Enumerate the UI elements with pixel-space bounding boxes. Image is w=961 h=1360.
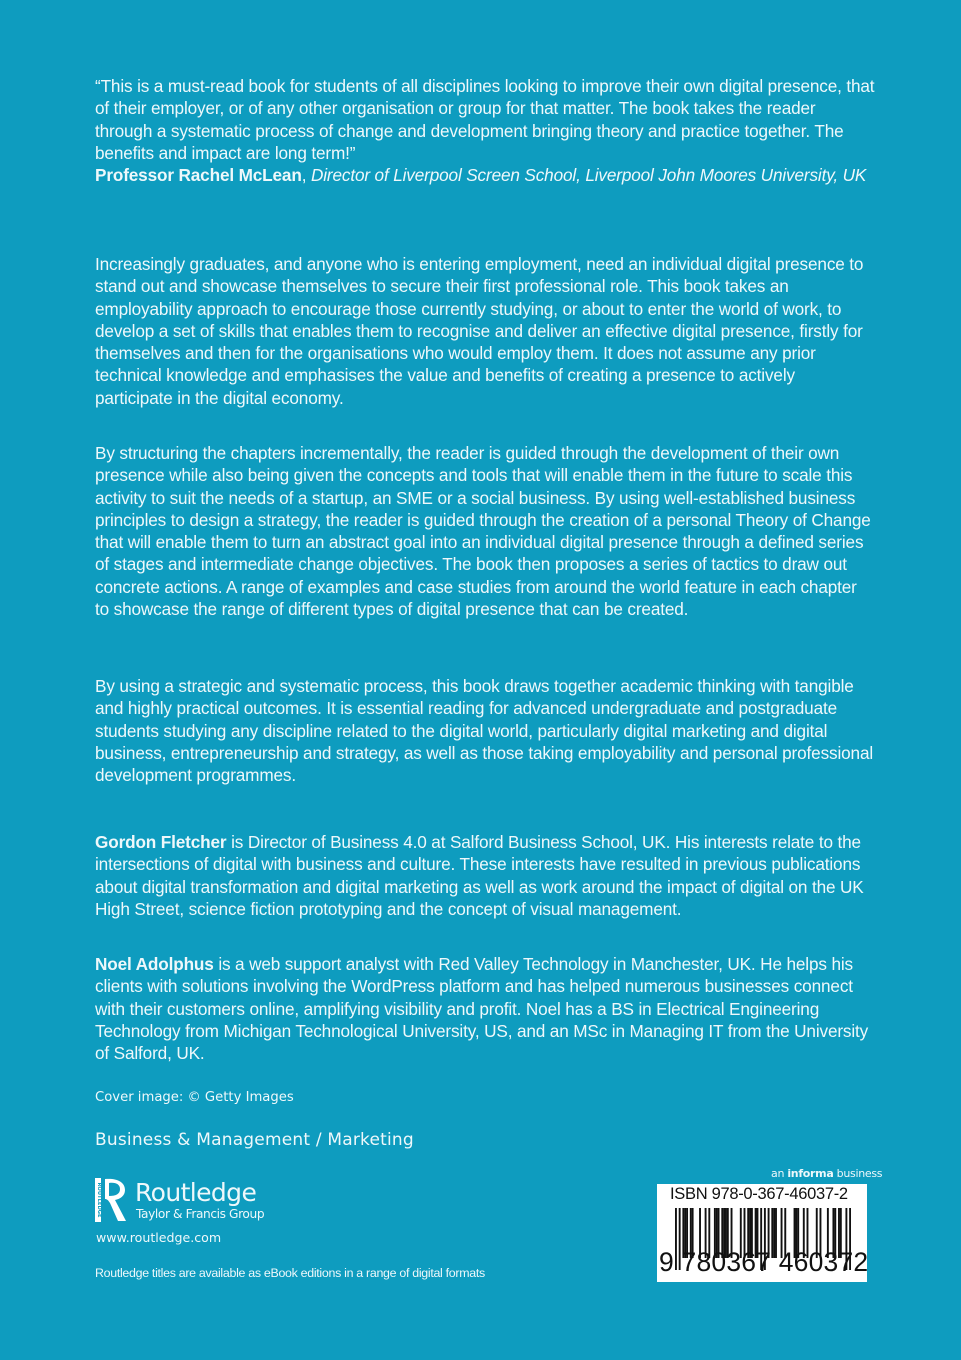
publisher-website[interactable]: www.routledge.com bbox=[96, 1230, 222, 1245]
informa-tagline bbox=[771, 1167, 882, 1180]
ebook-note: Routledge titles are available as eBook editions in a range of digital formats bbox=[95, 1266, 485, 1280]
informa-brand: informa bbox=[787, 1167, 834, 1180]
barcode-digits: 9 780367 460372 bbox=[659, 1247, 869, 1277]
description-text: Increasingly graduates, and anyone who is entering employment, need an individual digital presence to stand out and showcase themselves to secure their first professional role. This book takes an employability approach to encourage those currently studying, or about to enter the world of work, to develop a set of skills that enables them to recognise and deliver an effective digital presence, firstly for themselves and then for the organisations who would employ them. It does not assume any prior technical knowledge and emphasises the value and benefits of creating a presence to actively participate in the digital economy. bbox=[95, 254, 864, 408]
endorsement-affiliation: Director of Liverpool Screen School, Liverpool John Moores University, UK bbox=[310, 165, 867, 186]
description-text: By structuring the chapters incrementally, the reader is guided through the development of their own presence while also being given the concepts and tools that will enable them in the future to scale this activity to suit the needs of a startup, an SME or a social business. By using well-established business principles to design a strategy, the reader is guided through the creation of a personal Theory of Change that will enable them to turn an abstract goal into an individual digital presence through a defined series of stages and intermediate change objectives. The book then proposes a series of tactics to draw out concrete actions. A range of examples and case studies from around the world feature in each chapter to showcase the range of different types of digital presence that can be created. bbox=[95, 443, 871, 620]
endorsement-quote: “This is a must-read book for students of all disciplines looking to improve their own digital presence, that of their employer, or of any other organisation or group for that matter. The book takes the reader through a systematic process of change and development bringing theory and practice together. The benefits and impact are long term!” bbox=[95, 76, 875, 163]
author-bio bbox=[95, 953, 875, 1064]
publisher-name: Routledge bbox=[135, 1178, 257, 1207]
endorsement-author: Professor Rachel McLean bbox=[95, 165, 302, 186]
author-bio bbox=[95, 831, 875, 920]
description-text: By using a strategic and systematic process, this book draws together academic thinking with tangible and highly practical outcomes. It is essential reading for advanced undergraduate and postgraduate students studying any discipline related to the digital world, particularly digital marketing and digital business, entrepreneurship and strategy, as well as those taking employability and personal professional development programmes. bbox=[95, 676, 874, 786]
author-bio-text: is Director of Business 4.0 at Salford Business School, UK. His interests relate to the intersections of digital with business and culture. These interests have resulted in previous publications about digital transformation and digital marketing as well as work around the impact of digital on the UK High Street, science fiction prototyping and the concept of visual management. bbox=[95, 832, 864, 919]
publisher-group: Taylor & Francis Group bbox=[136, 1207, 265, 1221]
cover-credit: Cover image: © Getty Images bbox=[95, 1090, 294, 1105]
publisher-logo bbox=[95, 1177, 275, 1223]
description-paragraph bbox=[95, 442, 875, 620]
informa-prefix: an bbox=[771, 1167, 788, 1180]
isbn-barcode bbox=[657, 1184, 867, 1282]
subject-category: Business & Management / Marketing bbox=[95, 1130, 414, 1150]
isbn-label: ISBN 978-0-367-46037-2 bbox=[670, 1185, 848, 1203]
author-bio-text: is a web support analyst with Red Valley Technology in Manchester, UK. He helps his clients with solutions involving the WordPress platform and has helped numerous businesses connect with their customers online, amplifying visibility and profit. Noel has a BS in Electrical Engineering Technology from Michigan Technological University, US, and an MSc in Managing IT from the University of Salford, UK. bbox=[95, 954, 869, 1064]
description-paragraph bbox=[95, 675, 875, 786]
author-name: Gordon Fletcher bbox=[95, 832, 227, 852]
description-paragraph bbox=[95, 253, 875, 409]
endorsement bbox=[95, 75, 875, 186]
informa-suffix: business bbox=[833, 1167, 883, 1180]
routledge-r-icon bbox=[95, 1177, 135, 1223]
logo-vertical-text: ROUTLEDGE bbox=[96, 1182, 102, 1218]
author-name: Noel Adolphus bbox=[95, 954, 214, 974]
endorsement-attribution: Professor Rachel McLean, Director of Liverpool Screen School, Liverpool John Moores University, UK bbox=[95, 165, 867, 186]
